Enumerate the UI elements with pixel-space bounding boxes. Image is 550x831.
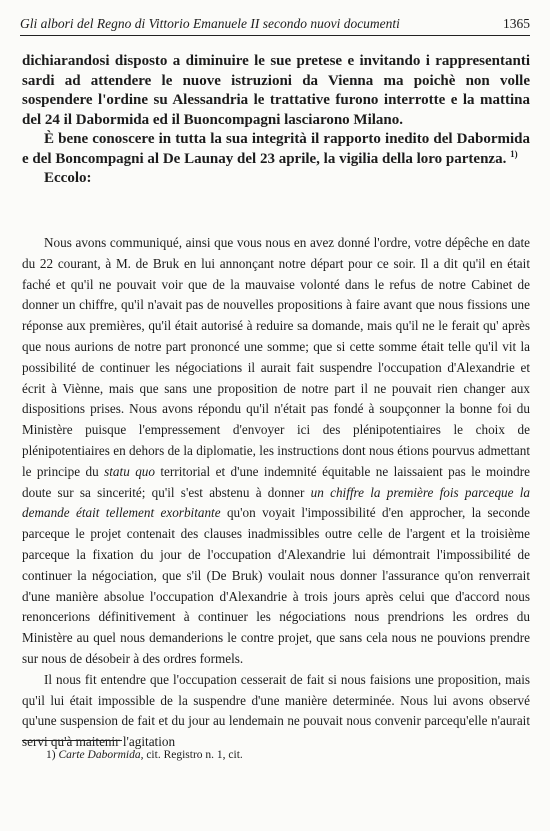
running-header (20, 10, 530, 36)
intro-text (22, 52, 530, 189)
quoted-letter (22, 233, 530, 753)
footnote (46, 748, 526, 762)
footnote-source: Carte Dabormida, (58, 749, 144, 761)
intro-paragraph: Eccolo: (44, 170, 92, 186)
intro-paragraph: dichiarandosi disposto a diminuire le sue pretese e invitando i rappresentanti sardi ad attendere le nuove istruzioni da Vienna ma poichè non volle sospendere l'ordine su Alessandria le trattative furono interrotte e la mattina del 24 il Dabormida ed il Buoncompagni lasciarono Milano. (22, 53, 530, 128)
letter-text: qu'on voyait l'impossibilité d'en approcher, la seconde parceque le projet contenait des clauses inadmissibles outre celle de l'argent et la troisième parceque la fixation du jour de l'occupation d'Alexandrie lui démontrait l'impossibilité de continuer la négociation, que s'il (De Bruk) voulait nous donner l'assurance qu'on renverrait d'une manière absolue l'occupation d'Alexandrie à trois jours après celui que d'accord nous renoncerions définitivement à continuer les négociations nous prendrions les ordres du Ministère au quel nous demanderions le contre projet, que sans cela nous ne pouvions prendre sur nous de désobeir à des ordres formels. (22, 505, 531, 666)
intro-sentence: È bene conoscere in tutta la sua integrità il rapporto inedito del Dabormida e del Boncompagni al De Launay del 23 aprile, la vigilia della loro partenza. (22, 131, 530, 167)
letter-italic: statu quo (104, 463, 155, 479)
footnote-text: cit. Registro n. 1, cit. (143, 749, 243, 761)
page-number: 1365 (503, 16, 530, 31)
intro-paragraph (22, 130, 530, 169)
letter-text: Nous avons communiqué, ainsi que vous nous en avez donné l'ordre, votre dépêche en date du 22 courant, à M. de Bruk en lui annonçant notre départ pour ce soir. Il a dit qu'il en était faché et qu'il ne pouvait voir que de la mauvaise volonté dans le refus de notre Cabinet de donner un chiffre, qu'il n'avait pas de nouvelles propositions à faire avant que nous fissions une réponse aux premières, qu'il était autorisé à reduire sa domande, mais qu'il ne le ferait qu' après que nous aurions de notre part prononcé une somme; que si cette somme était telle qu'il vit la possibilité de continuer les négociations il aurait fait suspendre l'occupation d'Alexandrie et écrit à Viènne, mais que sans une proposition de notre part il ne pouvait rien changer aux dispositions prises. Nous avons répondu qu'il n'était pas fondé à soupçonner la bonne foi du Ministère puisque l'empressement d'envoyer ici des plénipotentiaires le choix de plénipotentiaires en dehors de la diplomatie, les instructions dont nous étions pourvus admettant le principe du (22, 235, 530, 479)
running-title: Gli albori del Regno di Vittorio Emanuele II secondo nuovi documenti (20, 16, 400, 31)
letter-italic: un chiffre la première fois parceque la demande était tellement exorbitante (22, 484, 530, 521)
footnote-divider (22, 740, 122, 741)
letter-text: territorial et d'une indemnité équitable ne laissaient pas le moindre doute sur sa sincerité; qu'il s'est abstenu à donner (22, 463, 530, 500)
footnote-reference: 1) (510, 148, 518, 159)
letter-paragraph: Il nous fit entendre que l'occupation cesserait de fait si nous faisions une proposition, mais qu'il lui était impossible de la suspendre d'une manière determinée. Nous lui avons observé qu'une suspension de fait et du jour au lendemain ne pouvait nous convenir parcequ'elle n'aurait servi qu'à maitenir l'agitation (22, 671, 530, 750)
letter-paragraph (22, 233, 530, 670)
footnote-mark: 1) (46, 749, 56, 761)
